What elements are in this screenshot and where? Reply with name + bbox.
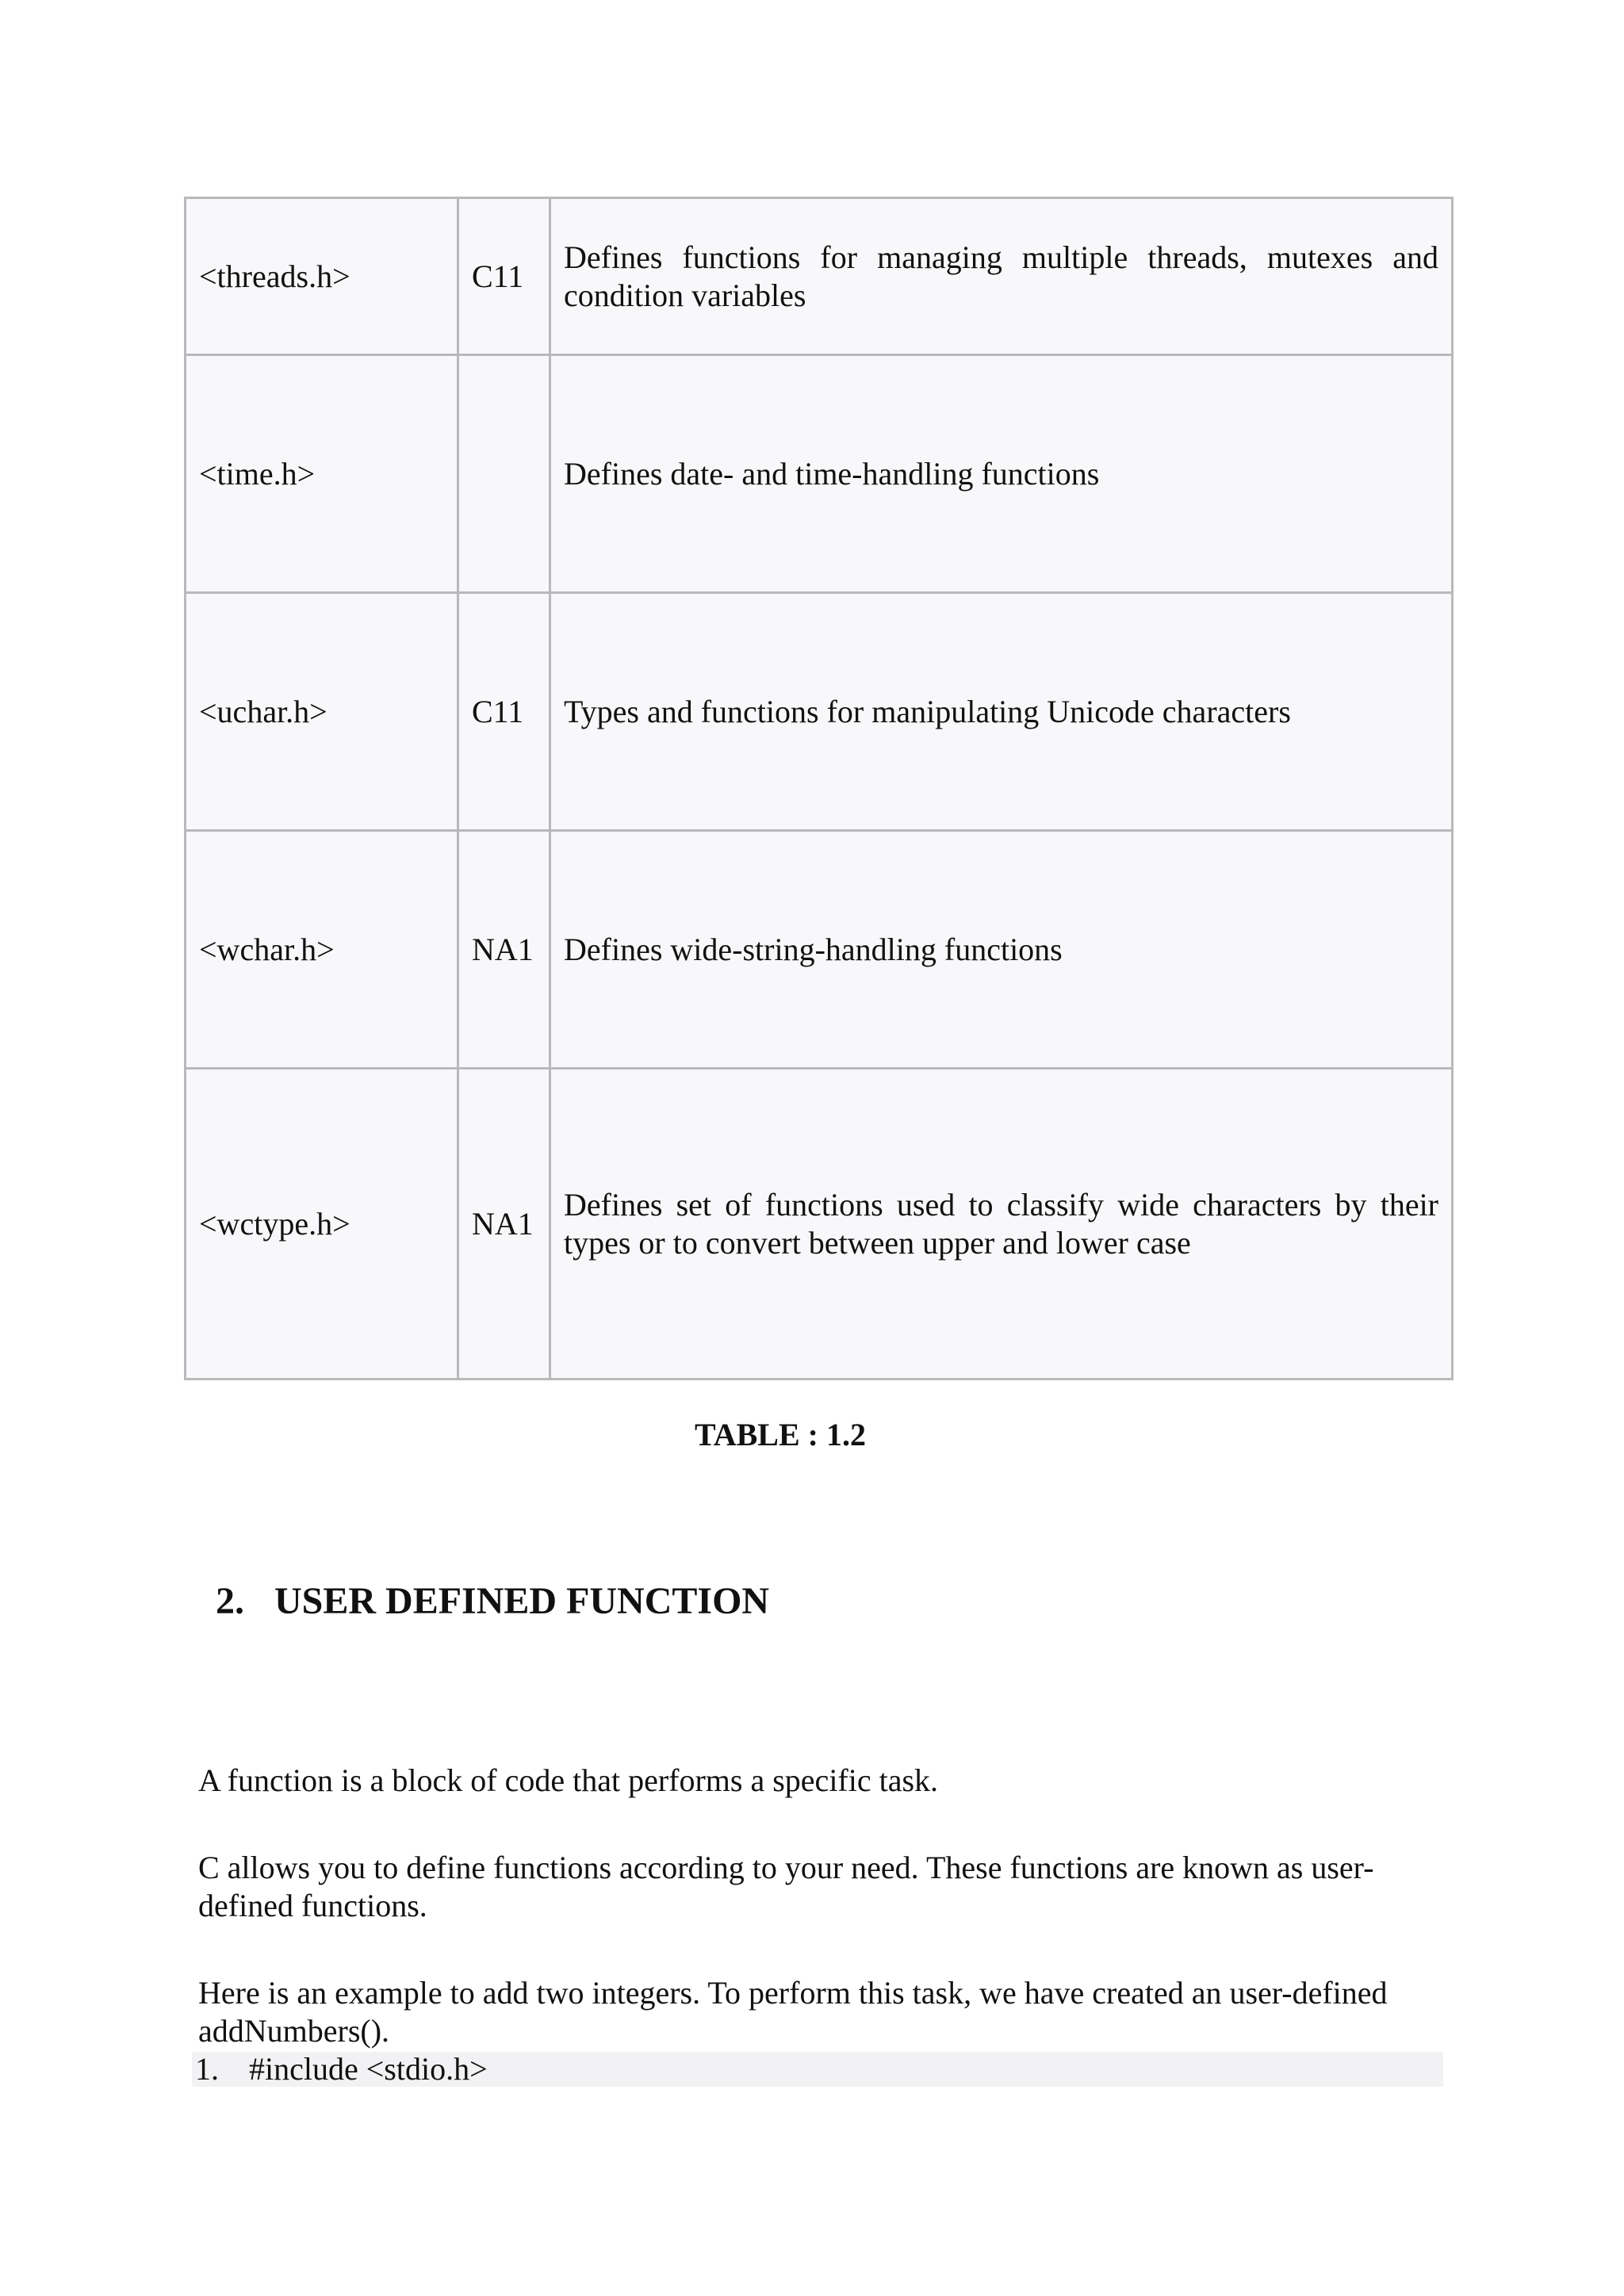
paragraph: Here is an example to add two integers. To perform this task, we have created an user-defined addNumbers(). bbox=[198, 1975, 1388, 2049]
header-name-cell: <time.h> bbox=[186, 355, 458, 593]
standard-cell bbox=[458, 355, 550, 593]
code-line bbox=[192, 2052, 1443, 2087]
section-number: 2. bbox=[216, 1580, 244, 1622]
paragraph: A function is a block of code that performs a specific task. bbox=[198, 1762, 939, 1798]
header-files-table bbox=[184, 197, 1454, 1380]
table-row bbox=[186, 198, 1453, 355]
header-name-cell: <wctype.h> bbox=[186, 1069, 458, 1380]
standard-cell: NA1 bbox=[458, 831, 550, 1069]
standard-cell: NA1 bbox=[458, 1069, 550, 1380]
description-cell: Types and functions for manipulating Unicode characters bbox=[550, 593, 1453, 831]
header-name-cell: <wchar.h> bbox=[186, 831, 458, 1069]
table-caption-text: TABLE : 1.2 bbox=[695, 1417, 866, 1452]
section-heading bbox=[216, 1578, 769, 1625]
standard-cell: C11 bbox=[458, 593, 550, 831]
section-title: USER DEFINED FUNCTION bbox=[274, 1580, 770, 1622]
table-row bbox=[186, 831, 1453, 1069]
table-row bbox=[186, 355, 1453, 593]
table-row bbox=[186, 1069, 1453, 1380]
header-name-cell: <uchar.h> bbox=[186, 593, 458, 831]
description-cell: Defines set of functions used to classify wide characters by their types or to convert between upper and lower case bbox=[550, 1069, 1453, 1380]
table-caption bbox=[0, 1416, 1561, 1454]
paragraph: C allows you to define functions according to your need. These functions are known as user-defined functions. bbox=[198, 1850, 1374, 1923]
description-cell: Defines date- and time-handling functions bbox=[550, 355, 1453, 593]
table-row bbox=[186, 593, 1453, 831]
header-name-cell: <threads.h> bbox=[186, 198, 458, 355]
code-line-text: #include <stdio.h> bbox=[249, 2051, 488, 2087]
description-cell: Defines functions for managing multiple threads, mutexes and condition variables bbox=[550, 198, 1453, 355]
standard-cell: C11 bbox=[458, 198, 550, 355]
description-cell: Defines wide-string-handling functions bbox=[550, 831, 1453, 1069]
code-line-number: 1. bbox=[195, 2051, 219, 2087]
